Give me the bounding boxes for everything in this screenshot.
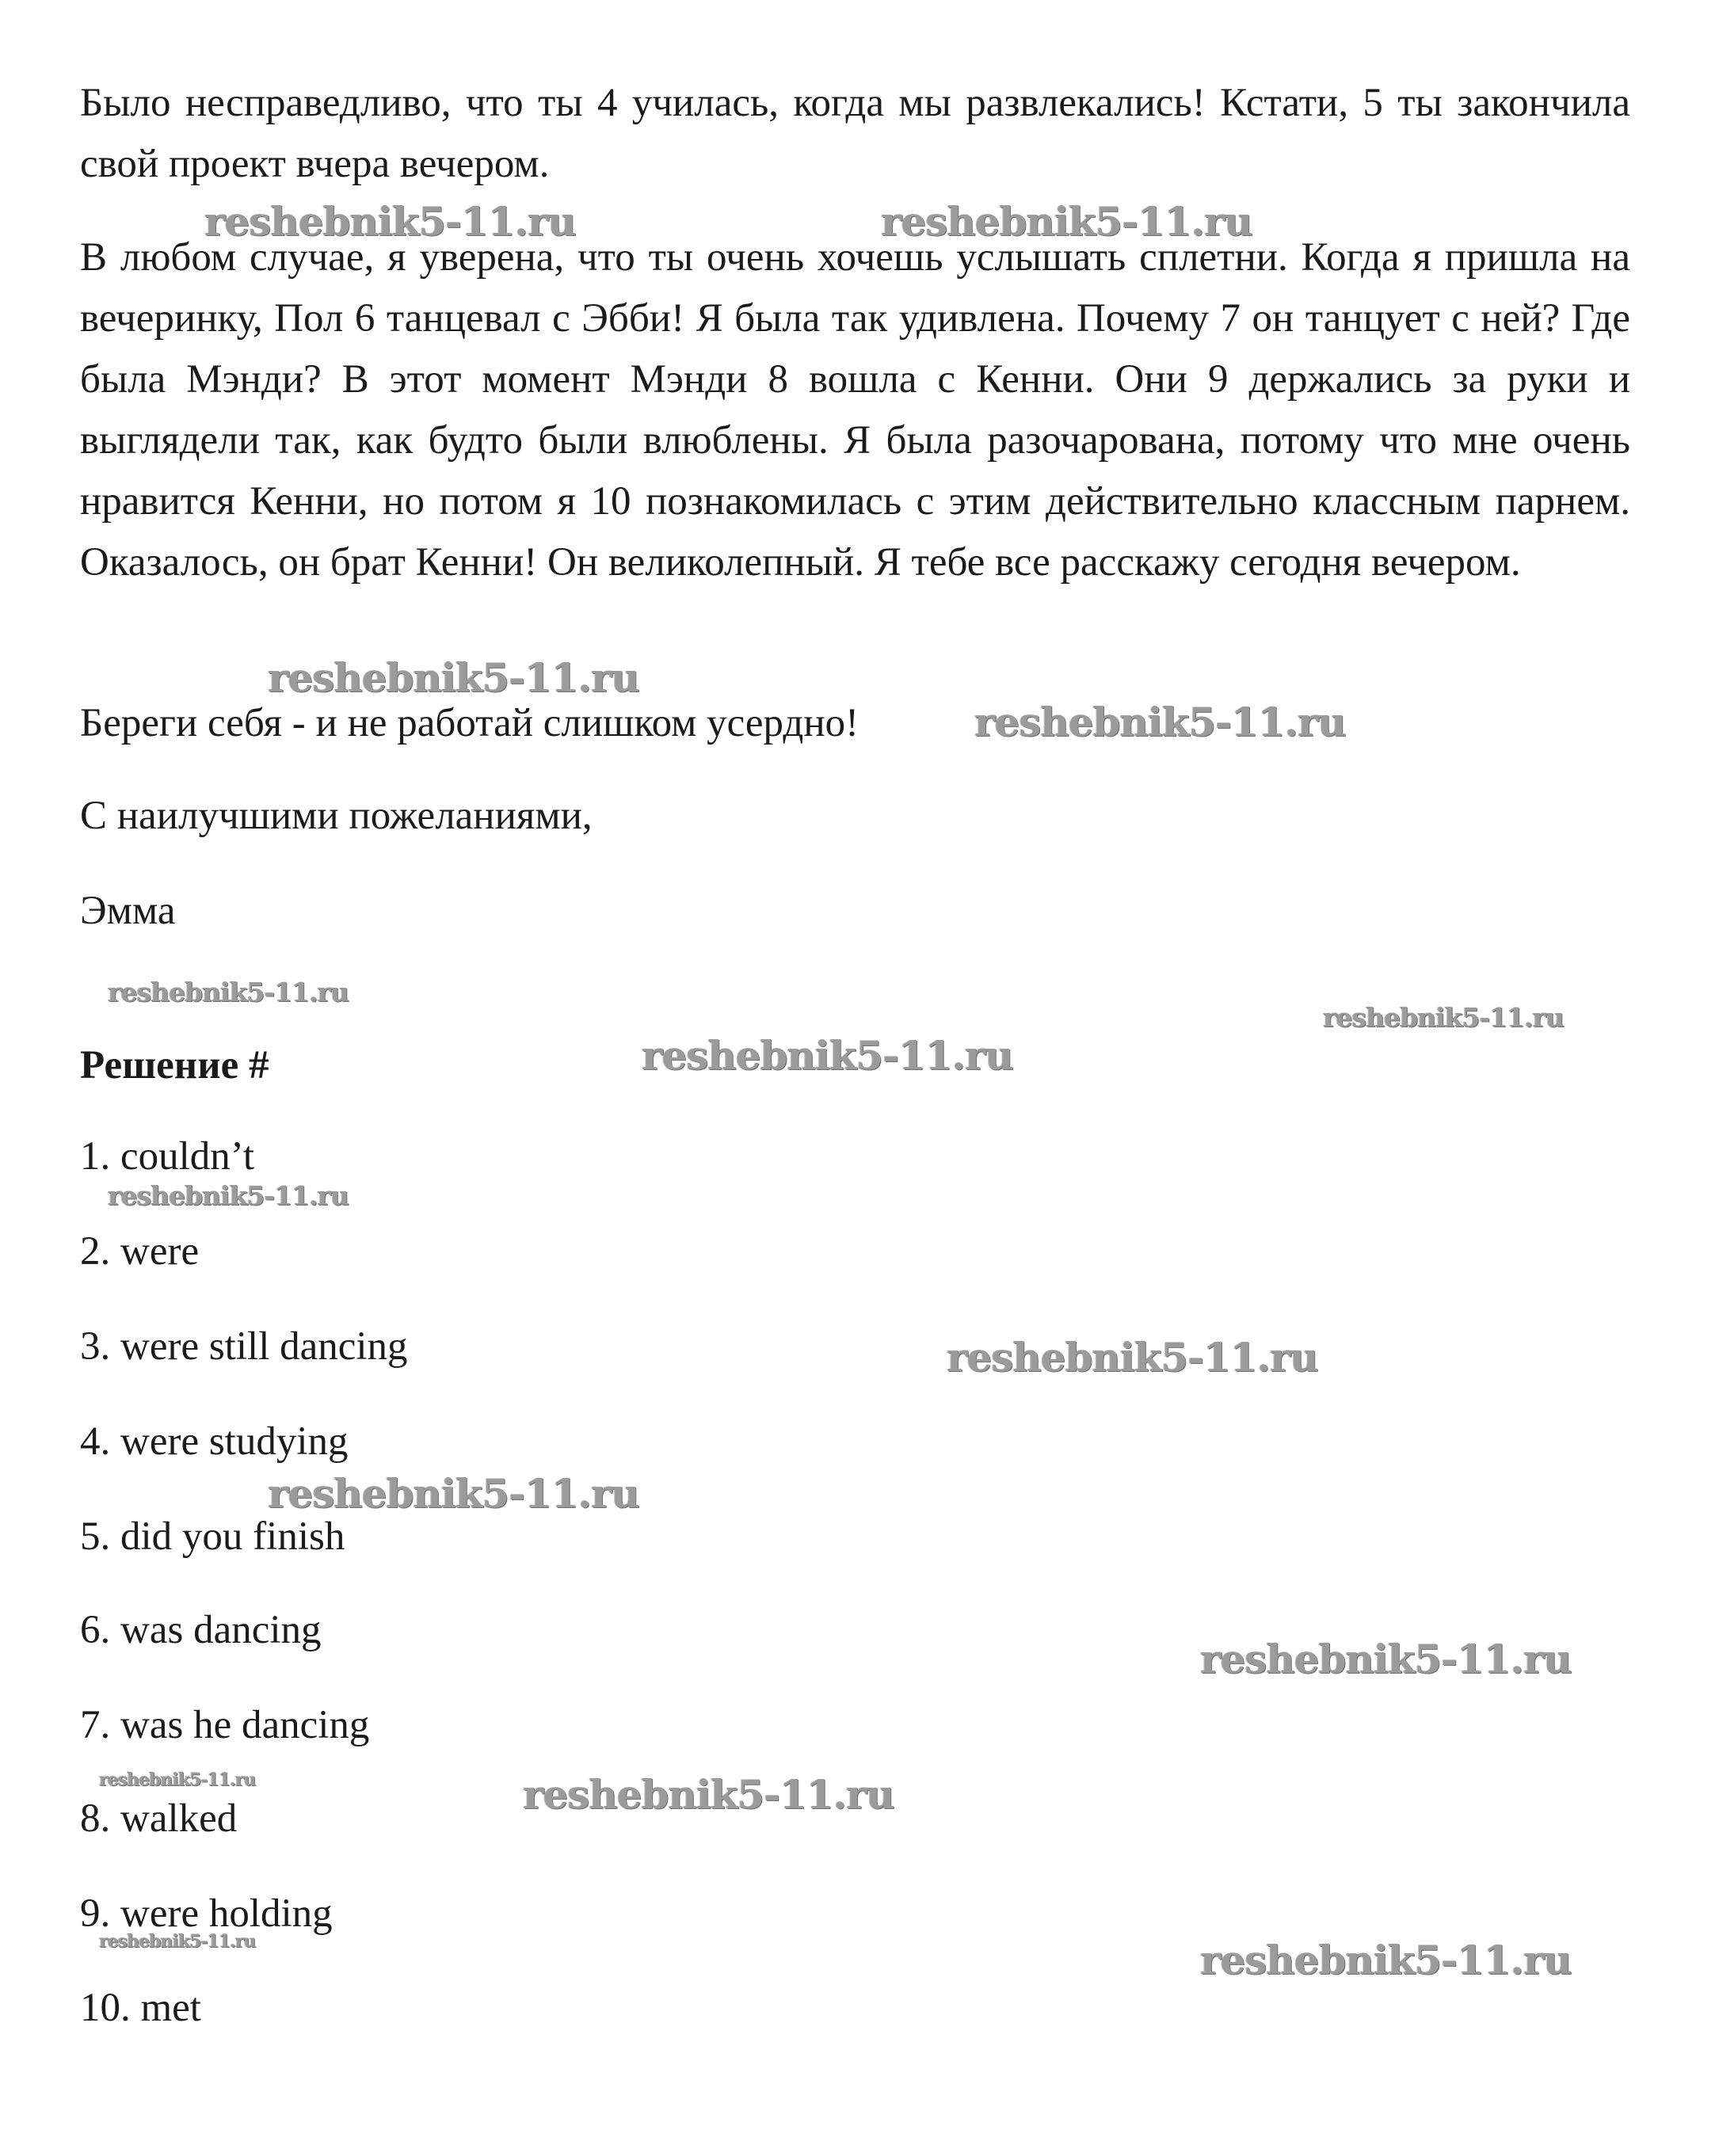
- watermark: reshebnik5-11.ru: [881, 198, 1252, 245]
- watermark: reshebnik5-11.ru: [1200, 1636, 1572, 1682]
- watermark: reshebnik5-11.ru: [99, 1931, 256, 1952]
- answer-item: 9. were holding: [80, 1891, 333, 1936]
- answer-item: 6. was dancing: [80, 1608, 322, 1652]
- letter-paragraph-1: Было несправедливо, что ты 4 училась, когда мы развлекались! Кстати, 5 ты закончила свой проект вчера вечером.: [80, 81, 1630, 186]
- answer-item: 5. did you finish: [80, 1514, 345, 1559]
- watermark: reshebnik5-11.ru: [108, 977, 349, 1008]
- letter-closing: С наилучшими пожеланиями,: [80, 794, 593, 838]
- watermark: reshebnik5-11.ru: [204, 198, 576, 245]
- letter-signature: Эмма: [80, 889, 176, 933]
- solution-heading: Решение #: [80, 1043, 269, 1088]
- letter-paragraph-3: Береги себя - и не работай слишком усердно!: [80, 701, 859, 745]
- letter-paragraph-2: В любом случае, я уверена, что ты очень хочешь услышать сплетни. Когда я пришла на вечеринку, Пол 6 танцевал с Эбби! Я была так удивлена. Почему 7 он танцует с ней? Где была Мэнди? В этот момент Мэнди 8 вошла с Кенни. Они 9 держались за руки и выглядели так, как будто были влюблены. Я была разочарована, потому что мне очень нравится Кенни, но потом я 10 познакомилась с этим действительно классным парнем. Оказалось, он брат Кенни! Он великолепный. Я тебе все расскажу сегодня вечером.: [80, 235, 1630, 585]
- watermark: reshebnik5-11.ru: [1200, 1937, 1572, 1983]
- watermark: reshebnik5-11.ru: [523, 1771, 894, 1818]
- watermark: reshebnik5-11.ru: [947, 1334, 1318, 1381]
- answer-item: 3. were still dancing: [80, 1324, 408, 1369]
- watermark: reshebnik5-11.ru: [268, 1470, 639, 1517]
- watermark: reshebnik5-11.ru: [268, 654, 639, 701]
- answer-item: 7. was he dancing: [80, 1703, 370, 1747]
- answer-item: 8. walked: [80, 1796, 238, 1841]
- answer-item: 10. met: [80, 1986, 201, 2030]
- answer-item: 4. were studying: [80, 1419, 349, 1464]
- watermark: reshebnik5-11.ru: [1323, 1002, 1564, 1033]
- answer-item: 2. were: [80, 1229, 200, 1274]
- watermark: reshebnik5-11.ru: [974, 699, 1346, 745]
- watermark: reshebnik5-11.ru: [642, 1032, 1013, 1079]
- answer-item: 1. couldn’t: [80, 1134, 255, 1179]
- watermark: reshebnik5-11.ru: [108, 1180, 349, 1211]
- watermark: reshebnik5-11.ru: [99, 1769, 256, 1790]
